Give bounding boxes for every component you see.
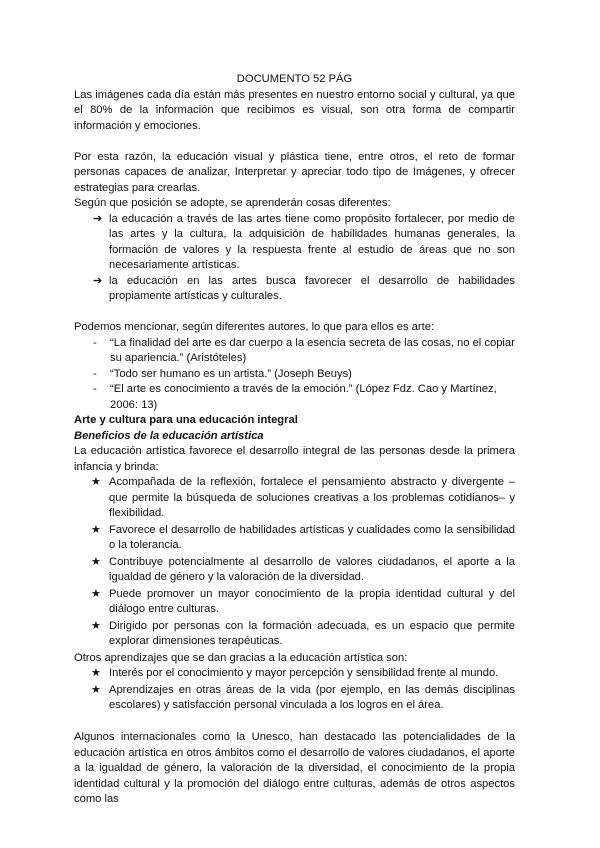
reason-paragraph: Por esta razón, la educación visual y plástica tiene, entre otros, el reto de formar personas capaces de analizar, Interpretar y apreciar todo tipo de Imágenes, y ofrecer estrategias para crearlas. <box>74 150 515 194</box>
intro-paragraph: Las imágenes cada día están más presentes en nuestro entorno social y cultural, ya que el 80% de la información que recibimos es visual, son otra forma de compartir información y emociones. <box>74 88 515 132</box>
star-icon: ★ <box>91 555 101 568</box>
authors-intro: Podemos mencionar, según diferentes autores, lo que para ellos es arte: <box>74 321 435 333</box>
benefit-text: Favorece el desarrollo de habilidades artísticas y cualidades como la sensibilidad o la tolerancia. <box>109 523 515 551</box>
dash-icon: - <box>93 367 97 380</box>
section-subheading: Beneficios de la educación artística <box>74 429 264 442</box>
spacer <box>74 134 515 150</box>
arrow-list-item <box>74 274 515 305</box>
document-title: DOCUMENTO 52 PÁG <box>236 73 353 85</box>
dash-icon: - <box>93 383 97 395</box>
arrow-item-text: la educación en las artes busca favorecer el desarrollo de habilidades propiamente artísticas y culturales. <box>109 274 515 302</box>
star-icon: ★ <box>91 619 101 632</box>
position-intro: Según que posición se adopte, se aprenderán cosas diferentes: <box>74 197 391 209</box>
spacer <box>74 305 515 321</box>
arrow-item-text: la educación a través de las artes tiene como propósito fortalecer, por medio de las artes y la cultura, la adquisición de habilidades humanas generales, la formación de valores y la respuesta frente al estudio de áreas que no son necesariamente artísticas. <box>109 212 515 271</box>
quote-text: “La finalidad del arte es dar cuerpo a la esencia secreta de las cosas, no el copiar su apariencia.” (Aristóteles) <box>110 336 515 364</box>
quote-item <box>74 336 515 367</box>
arrow-icon: ➔ <box>93 212 103 225</box>
other-list <box>74 666 515 714</box>
benefit-item <box>74 619 515 650</box>
benefit-item <box>74 523 515 554</box>
arrow-list-item <box>74 212 515 274</box>
star-icon: ★ <box>91 683 101 696</box>
dash-icon: - <box>93 336 97 349</box>
benefit-item <box>74 587 515 618</box>
closing-paragraph: Algunos internacionales como la Unesco, han destacado las potencialidades de la educación artística en otros ámbitos como el desarrollo de valores ciudadanos, el aporte a la igualdad de género, la valoración de la diversidad, el conocimiento de la propia identidad cultural y la promoción del diálogo entre culturas, además de otros aspectos como las <box>74 731 515 805</box>
quote-text: “El arte es conocimiento a través de la emoción.” (López Fdz. Cao y Martínez, 2006: 13) <box>110 383 497 411</box>
benefits-list <box>74 475 515 650</box>
benefit-text: Puede promover un mayor conocimiento de la propia identidad cultural y del diálogo entre culturas. <box>109 587 515 615</box>
quote-item <box>74 367 515 383</box>
benefits-intro: La educación artística favorece el desarrollo integral de las personas desde la primera infancia y brinda: <box>74 445 515 473</box>
star-icon: ★ <box>91 523 101 536</box>
other-text: Interés por el conocimiento y mayor percepción y sensibilidad frente al mundo. <box>109 667 499 679</box>
benefit-item <box>74 475 515 522</box>
quote-text: “Todo ser humano es un artista.” (Joseph Beuys) <box>110 367 352 380</box>
spacer <box>74 715 515 731</box>
other-text: Aprendizajes en otras áreas de la vida (por ejemplo, en las demás disciplinas escolares) y satisfacción personal vinculada a los logros en el área. <box>109 683 515 711</box>
quotes-list <box>74 336 515 414</box>
benefit-item <box>74 555 515 586</box>
benefit-text: Contribuye potencialmente al desarrollo de valores ciudadanos, el aporte a la igualdad de género y la valoración de la diversidad. <box>109 555 515 583</box>
benefit-text: Dirigido por personas con la formación adecuada, es un espacio que permite explorar dimensiones terapéuticas. <box>109 619 515 647</box>
star-icon: ★ <box>91 476 101 488</box>
other-item <box>74 683 515 714</box>
quote-item <box>74 382 515 413</box>
arrow-list <box>74 212 515 305</box>
star-icon: ★ <box>91 667 101 679</box>
section-heading: Arte y cultura para una educación integral <box>74 414 298 426</box>
other-item <box>74 666 515 682</box>
star-icon: ★ <box>91 587 101 600</box>
arrow-icon: ➔ <box>93 274 103 287</box>
other-intro: Otros aprendizajes que se dan gracias a la educación artística son: <box>74 651 408 664</box>
benefit-text: Acompañada de la reflexión, fortalece el pensamiento abstracto y divergente –que permite la búsqueda de soluciones creativas a los problemas cotidianos– y flexibilidad. <box>109 476 515 519</box>
